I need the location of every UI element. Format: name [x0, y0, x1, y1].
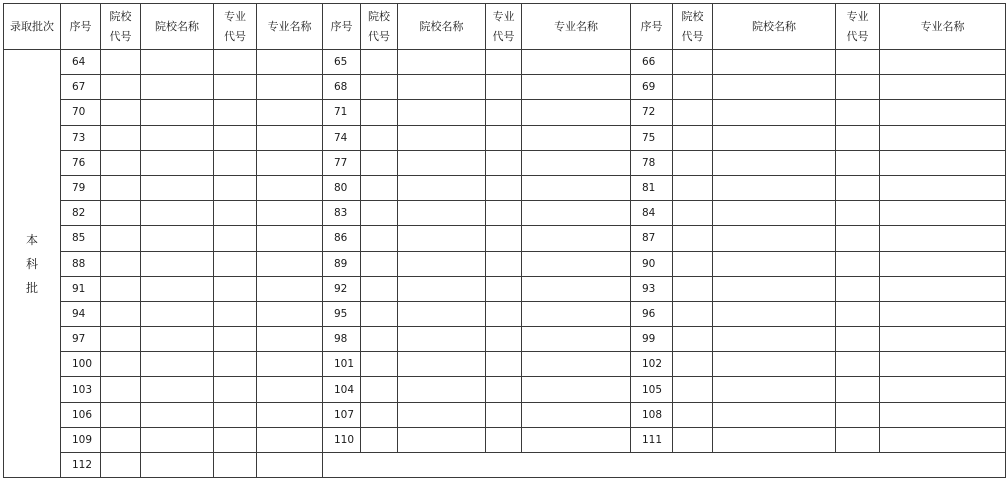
major-name-cell[interactable] [257, 402, 323, 427]
school-name-cell[interactable] [141, 226, 214, 251]
school-code-cell[interactable] [101, 226, 141, 251]
major-name-cell[interactable] [257, 226, 323, 251]
major-name-cell[interactable] [257, 352, 323, 377]
table-row [4, 402, 1006, 427]
major-name-cell[interactable] [880, 125, 1006, 150]
seq-number: 76 [61, 150, 101, 175]
seq-number: 64 [61, 50, 101, 75]
major-name-cell[interactable] [257, 175, 323, 200]
seq-number: 74 [323, 125, 361, 150]
major-name-cell[interactable] [522, 75, 631, 100]
major-code-cell[interactable] [486, 100, 522, 125]
school-code-cell[interactable] [361, 50, 398, 75]
school-code-cell[interactable] [101, 352, 141, 377]
major-name-cell[interactable] [257, 453, 323, 478]
seq-number: 79 [61, 175, 101, 200]
header-row [4, 4, 1006, 50]
school-name-cell[interactable] [141, 402, 214, 427]
school-code-cell[interactable] [673, 50, 713, 75]
header-major-code-3: 专业 代号 [836, 4, 880, 50]
major-code-cell[interactable] [836, 175, 880, 200]
school-code-cell[interactable] [673, 251, 713, 276]
school-code-cell[interactable] [101, 377, 141, 402]
major-code-cell[interactable] [836, 427, 880, 452]
major-name-cell[interactable] [880, 201, 1006, 226]
empty-merged-cell [323, 453, 1006, 478]
major-code-cell[interactable] [214, 175, 257, 200]
school-name-cell[interactable] [713, 427, 836, 452]
major-code-cell[interactable] [836, 100, 880, 125]
school-code-cell[interactable] [673, 427, 713, 452]
school-code-cell[interactable] [101, 453, 141, 478]
table-row [4, 50, 1006, 75]
school-code-cell[interactable] [361, 301, 398, 326]
major-name-cell[interactable] [880, 75, 1006, 100]
major-name-cell[interactable] [522, 402, 631, 427]
seq-number: 89 [323, 251, 361, 276]
school-name-cell[interactable] [713, 251, 836, 276]
school-name-cell[interactable] [713, 125, 836, 150]
major-name-cell[interactable] [257, 125, 323, 150]
header-seq-1: 序号 [61, 4, 101, 50]
seq-number: 84 [631, 201, 673, 226]
major-code-cell[interactable] [214, 201, 257, 226]
school-name-cell[interactable] [141, 175, 214, 200]
school-code-cell[interactable] [673, 327, 713, 352]
major-code-cell[interactable] [214, 100, 257, 125]
major-name-cell[interactable] [522, 50, 631, 75]
major-code-cell[interactable] [486, 251, 522, 276]
major-name-cell[interactable] [880, 150, 1006, 175]
school-name-cell[interactable] [398, 402, 486, 427]
major-name-cell[interactable] [522, 175, 631, 200]
major-name-cell[interactable] [880, 100, 1006, 125]
school-code-cell[interactable] [673, 402, 713, 427]
header-seq-2: 序号 [323, 4, 361, 50]
seq-number: 109 [61, 427, 101, 452]
school-name-cell[interactable] [398, 201, 486, 226]
major-code-cell[interactable] [836, 402, 880, 427]
major-code-cell[interactable] [214, 402, 257, 427]
header-school-name-3: 院校名称 [713, 4, 836, 50]
header-school-code-3: 院校 代号 [673, 4, 713, 50]
major-name-cell[interactable] [880, 352, 1006, 377]
school-name-cell[interactable] [398, 301, 486, 326]
header-batch: 录取批次 [4, 4, 61, 50]
seq-number: 98 [323, 327, 361, 352]
school-name-cell[interactable] [141, 301, 214, 326]
school-name-cell[interactable] [141, 276, 214, 301]
school-name-cell[interactable] [141, 150, 214, 175]
major-code-cell[interactable] [836, 201, 880, 226]
header-school-name-1: 院校名称 [141, 4, 214, 50]
major-code-cell[interactable] [486, 327, 522, 352]
table-row [4, 276, 1006, 301]
header-major-name-2: 专业名称 [522, 4, 631, 50]
major-name-cell[interactable] [880, 251, 1006, 276]
school-code-cell[interactable] [101, 125, 141, 150]
major-code-cell[interactable] [486, 175, 522, 200]
school-code-cell[interactable] [101, 276, 141, 301]
major-name-cell[interactable] [522, 276, 631, 301]
school-code-cell[interactable] [361, 352, 398, 377]
batch-cell [4, 50, 61, 478]
school-name-cell[interactable] [141, 100, 214, 125]
school-code-cell[interactable] [361, 427, 398, 452]
major-code-cell[interactable] [214, 125, 257, 150]
major-name-cell[interactable] [880, 276, 1006, 301]
seq-number: 104 [323, 377, 361, 402]
school-code-cell[interactable] [361, 226, 398, 251]
school-code-cell[interactable] [101, 427, 141, 452]
school-name-cell[interactable] [398, 226, 486, 251]
seq-number: 107 [323, 402, 361, 427]
major-code-cell[interactable] [486, 201, 522, 226]
school-name-cell[interactable] [713, 301, 836, 326]
major-code-cell[interactable] [836, 75, 880, 100]
school-code-cell[interactable] [361, 100, 398, 125]
school-code-cell[interactable] [101, 201, 141, 226]
seq-number: 94 [61, 301, 101, 326]
batch-char: 本 [25, 232, 38, 247]
seq-number: 93 [631, 276, 673, 301]
seq-number: 73 [61, 125, 101, 150]
seq-number: 105 [631, 377, 673, 402]
seq-number: 111 [631, 427, 673, 452]
major-code-cell[interactable] [836, 50, 880, 75]
major-name-cell[interactable] [880, 175, 1006, 200]
seq-number: 83 [323, 201, 361, 226]
seq-number: 112 [61, 453, 101, 478]
major-name-cell[interactable] [522, 301, 631, 326]
major-name-cell[interactable] [522, 352, 631, 377]
seq-number: 85 [61, 226, 101, 251]
major-name-cell[interactable] [522, 125, 631, 150]
major-name-cell[interactable] [257, 150, 323, 175]
major-name-cell[interactable] [522, 226, 631, 251]
seq-number: 106 [61, 402, 101, 427]
major-name-cell[interactable] [257, 377, 323, 402]
seq-number: 77 [323, 150, 361, 175]
header-major-code-2: 专业 代号 [486, 4, 522, 50]
school-name-cell[interactable] [398, 276, 486, 301]
header-major-name-3: 专业名称 [880, 4, 1006, 50]
seq-number: 97 [61, 327, 101, 352]
table-row [4, 175, 1006, 200]
school-code-cell[interactable] [361, 276, 398, 301]
school-code-cell[interactable] [361, 150, 398, 175]
school-code-cell[interactable] [101, 100, 141, 125]
school-code-cell[interactable] [673, 75, 713, 100]
school-name-cell[interactable] [398, 251, 486, 276]
table-row [4, 453, 1006, 478]
table-row [4, 352, 1006, 377]
table-row [4, 427, 1006, 452]
school-name-cell[interactable] [713, 327, 836, 352]
seq-number: 67 [61, 75, 101, 100]
major-code-cell[interactable] [486, 125, 522, 150]
seq-number: 95 [323, 301, 361, 326]
school-code-cell[interactable] [673, 377, 713, 402]
school-code-cell[interactable] [101, 327, 141, 352]
major-code-cell[interactable] [214, 352, 257, 377]
major-name-cell[interactable] [257, 276, 323, 301]
seq-number: 81 [631, 175, 673, 200]
seq-number: 91 [61, 276, 101, 301]
school-code-cell[interactable] [101, 175, 141, 200]
seq-number: 87 [631, 226, 673, 251]
header-school-code-1: 院校 代号 [101, 4, 141, 50]
major-code-cell[interactable] [214, 453, 257, 478]
admission-form-table [3, 3, 1006, 478]
table-row [4, 251, 1006, 276]
school-name-cell[interactable] [141, 251, 214, 276]
table-row [4, 75, 1006, 100]
seq-number: 100 [61, 352, 101, 377]
school-name-cell[interactable] [398, 100, 486, 125]
school-code-cell[interactable] [673, 125, 713, 150]
seq-number: 99 [631, 327, 673, 352]
major-name-cell[interactable] [522, 327, 631, 352]
school-code-cell[interactable] [673, 226, 713, 251]
school-name-cell[interactable] [713, 150, 836, 175]
major-name-cell[interactable] [257, 251, 323, 276]
table-row [4, 201, 1006, 226]
table-row [4, 327, 1006, 352]
major-code-cell[interactable] [214, 301, 257, 326]
major-code-cell[interactable] [836, 226, 880, 251]
school-code-cell[interactable] [361, 251, 398, 276]
major-code-cell[interactable] [486, 427, 522, 452]
seq-number: 68 [323, 75, 361, 100]
school-code-cell[interactable] [673, 175, 713, 200]
school-name-cell[interactable] [141, 453, 214, 478]
school-code-cell[interactable] [101, 150, 141, 175]
school-name-cell[interactable] [141, 352, 214, 377]
header-school-code-2: 院校 代号 [361, 4, 398, 50]
school-name-cell[interactable] [713, 402, 836, 427]
seq-number: 65 [323, 50, 361, 75]
major-code-cell[interactable] [836, 301, 880, 326]
table-row [4, 226, 1006, 251]
school-name-cell[interactable] [398, 427, 486, 452]
seq-number: 72 [631, 100, 673, 125]
major-code-cell[interactable] [214, 150, 257, 175]
school-code-cell[interactable] [361, 175, 398, 200]
seq-number: 88 [61, 251, 101, 276]
seq-number: 82 [61, 201, 101, 226]
major-name-cell[interactable] [257, 327, 323, 352]
seq-number: 102 [631, 352, 673, 377]
school-code-cell[interactable] [361, 402, 398, 427]
seq-number: 101 [323, 352, 361, 377]
major-code-cell[interactable] [836, 327, 880, 352]
header-major-code-1: 专业 代号 [214, 4, 257, 50]
school-name-cell[interactable] [713, 276, 836, 301]
major-name-cell[interactable] [522, 100, 631, 125]
major-code-cell[interactable] [836, 150, 880, 175]
major-name-cell[interactable] [257, 100, 323, 125]
major-name-cell[interactable] [880, 226, 1006, 251]
header-seq-3: 序号 [631, 4, 673, 50]
seq-number: 80 [323, 175, 361, 200]
school-name-cell[interactable] [398, 352, 486, 377]
major-code-cell[interactable] [836, 251, 880, 276]
header-major-name-1: 专业名称 [257, 4, 323, 50]
seq-number: 78 [631, 150, 673, 175]
school-name-cell[interactable] [398, 50, 486, 75]
school-name-cell[interactable] [713, 75, 836, 100]
seq-number: 90 [631, 251, 673, 276]
school-name-cell[interactable] [713, 50, 836, 75]
school-name-cell[interactable] [141, 50, 214, 75]
school-name-cell[interactable] [398, 125, 486, 150]
major-name-cell[interactable] [880, 377, 1006, 402]
seq-number: 110 [323, 427, 361, 452]
school-code-cell[interactable] [673, 150, 713, 175]
major-code-cell[interactable] [214, 276, 257, 301]
school-code-cell[interactable] [101, 402, 141, 427]
school-name-cell[interactable] [141, 125, 214, 150]
school-name-cell[interactable] [398, 175, 486, 200]
major-code-cell[interactable] [486, 226, 522, 251]
major-name-cell[interactable] [522, 377, 631, 402]
major-name-cell[interactable] [522, 251, 631, 276]
school-code-cell[interactable] [361, 377, 398, 402]
seq-number: 75 [631, 125, 673, 150]
school-name-cell[interactable] [398, 377, 486, 402]
major-code-cell[interactable] [836, 352, 880, 377]
table-row [4, 377, 1006, 402]
major-name-cell[interactable] [522, 201, 631, 226]
batch-char: 科 [25, 256, 38, 271]
major-code-cell[interactable] [214, 226, 257, 251]
school-code-cell[interactable] [361, 125, 398, 150]
school-code-cell[interactable] [361, 75, 398, 100]
table-row [4, 301, 1006, 326]
seq-number: 69 [631, 75, 673, 100]
seq-number: 103 [61, 377, 101, 402]
seq-number: 96 [631, 301, 673, 326]
school-name-cell[interactable] [141, 327, 214, 352]
school-name-cell[interactable] [141, 201, 214, 226]
major-name-cell[interactable] [257, 301, 323, 326]
major-code-cell[interactable] [214, 251, 257, 276]
seq-number: 70 [61, 100, 101, 125]
major-code-cell[interactable] [486, 377, 522, 402]
school-code-cell[interactable] [361, 327, 398, 352]
major-code-cell[interactable] [486, 276, 522, 301]
major-code-cell[interactable] [214, 427, 257, 452]
school-name-cell[interactable] [398, 75, 486, 100]
major-name-cell[interactable] [522, 150, 631, 175]
school-name-cell[interactable] [713, 201, 836, 226]
major-code-cell[interactable] [486, 75, 522, 100]
major-code-cell[interactable] [486, 402, 522, 427]
major-code-cell[interactable] [486, 150, 522, 175]
major-name-cell[interactable] [880, 301, 1006, 326]
seq-number: 86 [323, 226, 361, 251]
header-school-name-2: 院校名称 [398, 4, 486, 50]
seq-number: 71 [323, 100, 361, 125]
table-row [4, 100, 1006, 125]
school-name-cell[interactable] [398, 327, 486, 352]
school-code-cell[interactable] [101, 251, 141, 276]
major-name-cell[interactable] [880, 427, 1006, 452]
school-name-cell[interactable] [141, 427, 214, 452]
major-code-cell[interactable] [214, 327, 257, 352]
major-name-cell[interactable] [257, 201, 323, 226]
major-name-cell[interactable] [522, 427, 631, 452]
major-name-cell[interactable] [257, 427, 323, 452]
major-code-cell[interactable] [486, 301, 522, 326]
seq-number: 66 [631, 50, 673, 75]
school-code-cell[interactable] [673, 352, 713, 377]
school-code-cell[interactable] [101, 75, 141, 100]
batch-char: 批 [25, 280, 38, 295]
major-name-cell[interactable] [257, 75, 323, 100]
school-name-cell[interactable] [713, 175, 836, 200]
school-code-cell[interactable] [673, 201, 713, 226]
table-row [4, 125, 1006, 150]
school-name-cell[interactable] [141, 75, 214, 100]
school-name-cell[interactable] [713, 226, 836, 251]
school-code-cell[interactable] [673, 276, 713, 301]
major-name-cell[interactable] [257, 50, 323, 75]
major-code-cell[interactable] [836, 125, 880, 150]
school-code-cell[interactable] [673, 301, 713, 326]
seq-number: 92 [323, 276, 361, 301]
table-row [4, 150, 1006, 175]
major-name-cell[interactable] [880, 327, 1006, 352]
major-code-cell[interactable] [214, 75, 257, 100]
major-code-cell[interactable] [836, 377, 880, 402]
school-code-cell[interactable] [361, 201, 398, 226]
school-name-cell[interactable] [141, 377, 214, 402]
seq-number: 108 [631, 402, 673, 427]
school-code-cell[interactable] [101, 301, 141, 326]
school-code-cell[interactable] [101, 50, 141, 75]
school-name-cell[interactable] [713, 377, 836, 402]
school-code-cell[interactable] [673, 100, 713, 125]
major-name-cell[interactable] [880, 402, 1006, 427]
major-code-cell[interactable] [486, 50, 522, 75]
school-name-cell[interactable] [398, 150, 486, 175]
major-code-cell[interactable] [214, 50, 257, 75]
school-name-cell[interactable] [713, 352, 836, 377]
school-name-cell[interactable] [713, 100, 836, 125]
major-code-cell[interactable] [214, 377, 257, 402]
major-name-cell[interactable] [880, 50, 1006, 75]
major-code-cell[interactable] [836, 276, 880, 301]
major-code-cell[interactable] [486, 352, 522, 377]
